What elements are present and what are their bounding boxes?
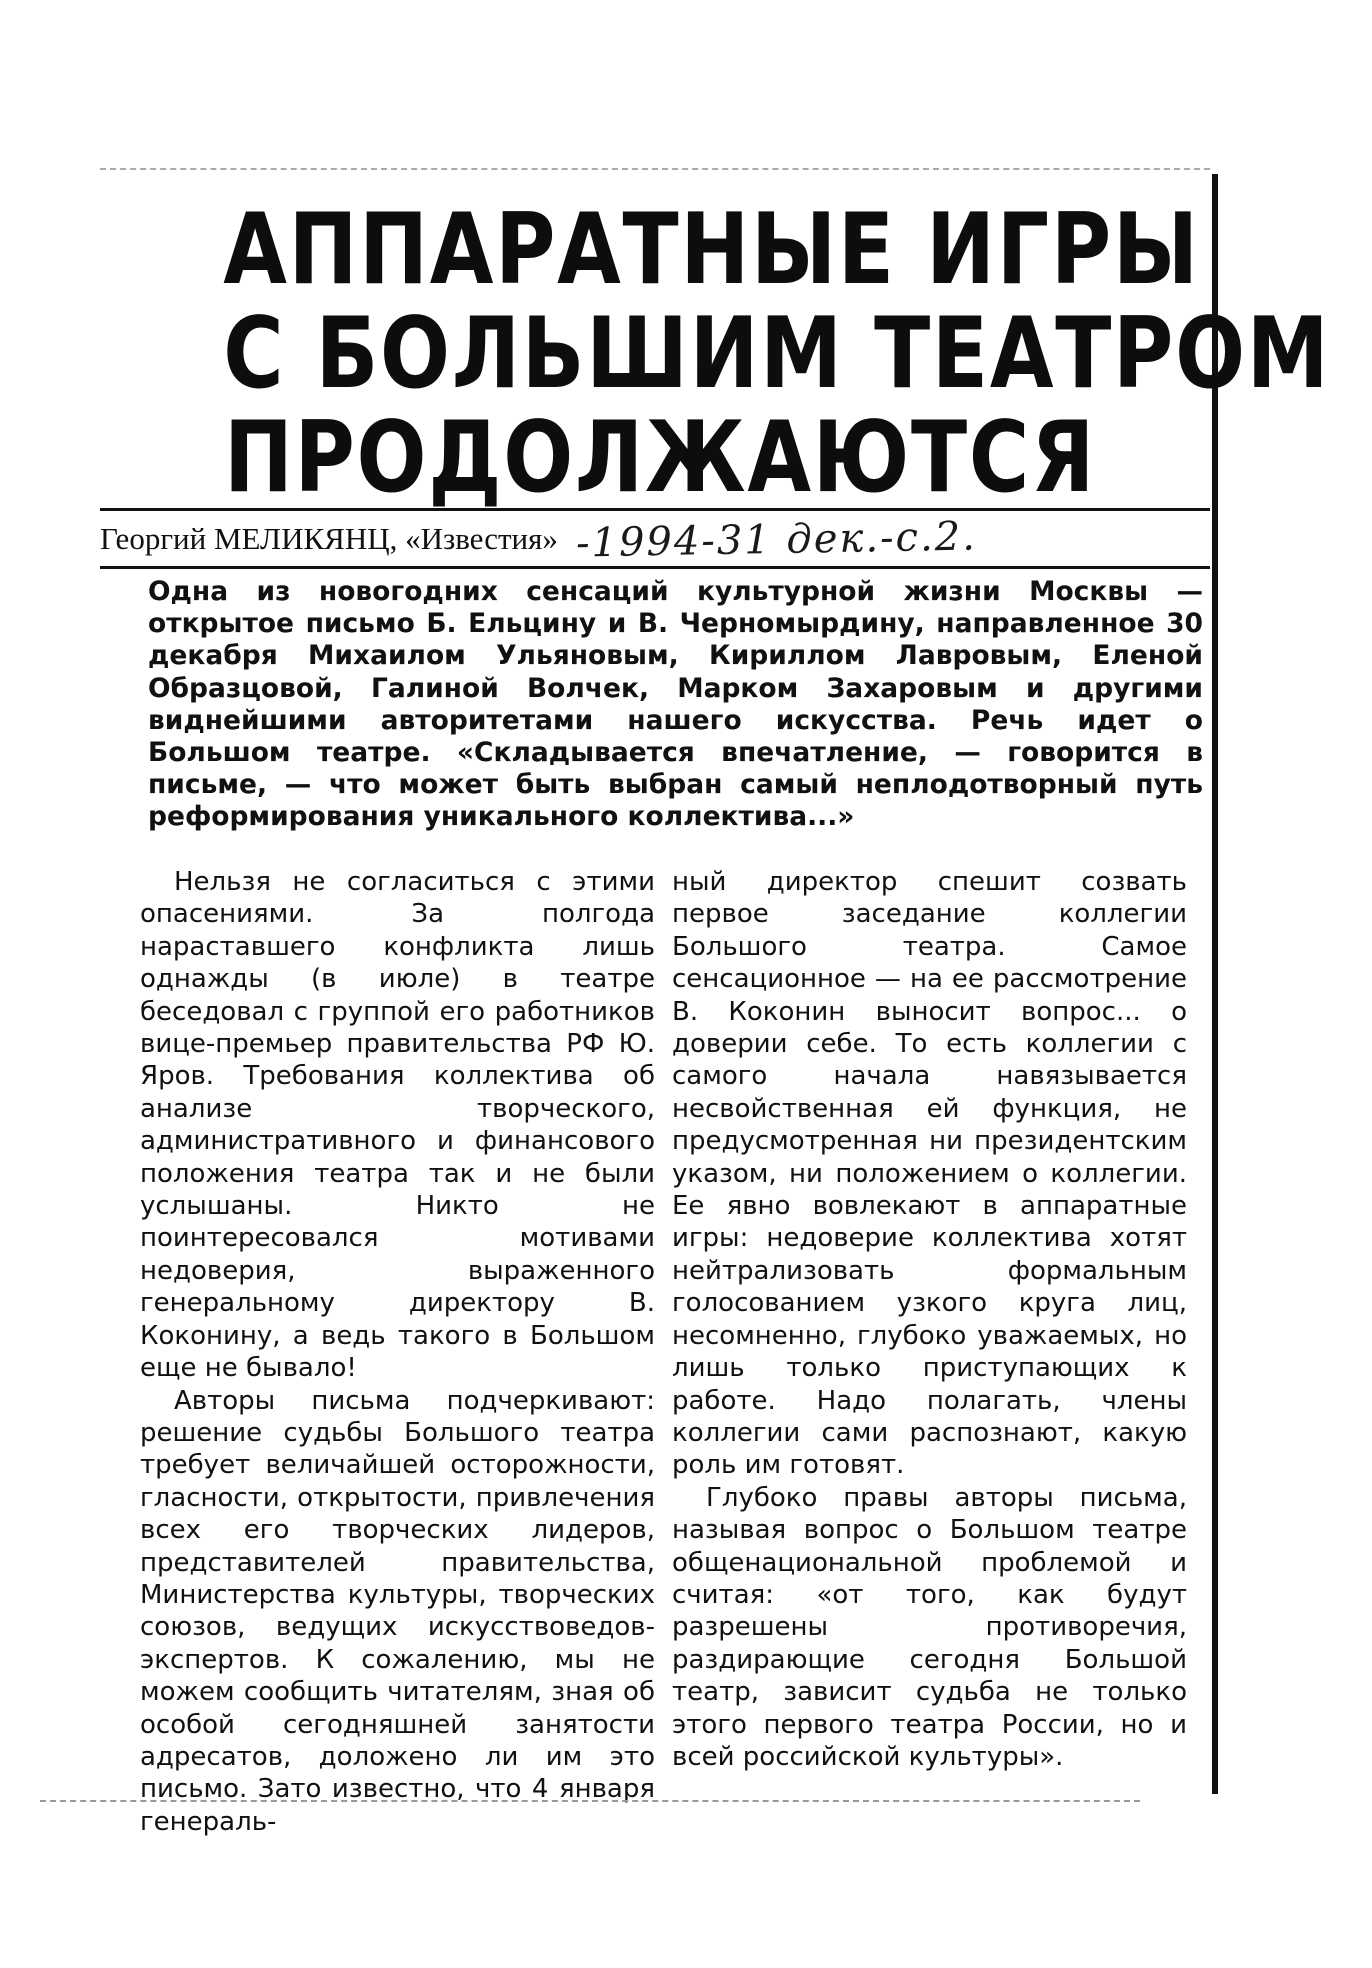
author-credit: Георгий МЕЛИКЯНЦ, «Известия» bbox=[100, 521, 558, 556]
top-divider bbox=[100, 168, 1210, 170]
headline-line-2: С БОЛЬШИМ ТЕАТРОМ bbox=[223, 297, 1331, 411]
body-column-left bbox=[140, 866, 655, 1838]
handwritten-date-note: -1994-31 дек.-с.2. bbox=[575, 513, 977, 567]
byline-top-rule bbox=[100, 508, 1210, 511]
body-column-right bbox=[672, 866, 1187, 1773]
lead-paragraph: Одна из новогодних сенсаций культурной жизни Москвы — открытое письмо Б. Ельцину и В. Черномырдину, направленное 30 декабря Михаилом Ульяновым, Кириллом Лавровым, Еленой Образцовой, Галиной Волчек, Марком Захаровым и другими виднейшими авторитетами нашего искусства. Речь идет о Большом театре. «Складывается впечатление, — говорится в письме, — что может быть выбран самый неплодотворный путь реформирования уникального коллектива...» bbox=[148, 576, 1203, 833]
newspaper-clipping bbox=[100, 168, 1331, 1968]
byline bbox=[100, 513, 1210, 567]
paragraph: Нельзя не согласиться с этими опасениями. За полгода нараставшего конфликта лишь однажды (в июле) в театре беседовал с группой его работников вице-премьер правительства РФ Ю. Яров. Требования коллектива об анализе творческого, административного и финансового положения театра так и не были услышаны. Никто не поинтересовался мотивами недоверия, выраженного генеральному директору В. Коконину, а ведь такого в Большом еще не бывало! bbox=[140, 867, 655, 1384]
headline-line-3: ПРОДОЛЖАЮТСЯ bbox=[223, 401, 1097, 515]
right-column-rule bbox=[1212, 174, 1218, 1794]
bottom-divider bbox=[40, 1800, 1140, 1802]
byline-bottom-rule bbox=[100, 566, 1210, 569]
headline-line-1: АППАРАТНЫЕ ИГРЫ bbox=[223, 193, 1200, 307]
paragraph: Глубоко правы авторы письма, называя вопрос о Большом театре общенациональной проблемой и считая: «от того, как будут разрешены противоречия, раздирающие сегодня Большой театр, зависит судьба не только этого первого театра России, но и всей российской культуры». bbox=[672, 1482, 1187, 1772]
paragraph: Авторы письма подчеркивают: решение судьбы Большого театра требует величайшей осторожности, гласности, открытости, привлечения всех его творческих лидеров, представителей правительства, Министерства культуры, творческих союзов, ведущих искусствоведов-экспертов. К сожалению, мы не можем сообщить читателям, зная об особой сегодняшней занятости адресатов, доложено ли им это письмо. Зато известно, что 4 января генераль- bbox=[140, 1385, 655, 1837]
paragraph: ный директор спешит созвать первое заседание коллегии Большого театра. Самое сенсационное — на ее рассмотрение В. Коконин выносит вопрос... о доверии себе. То есть коллегии с самого начала навязывается несвойственная ей функция, не предусмотренная ни президентским указом, ни положением о коллегии. Ее явно вовлекают в аппаратные игры: недоверие коллектива хотят нейтрализовать формальным голосованием узкого круга лиц, несомненно, глубоко уважаемых, но лишь только приступающих к работе. Надо полагать, члены коллегии сами распознают, какую роль им готовят. bbox=[672, 867, 1187, 1481]
headline bbox=[223, 193, 1331, 515]
